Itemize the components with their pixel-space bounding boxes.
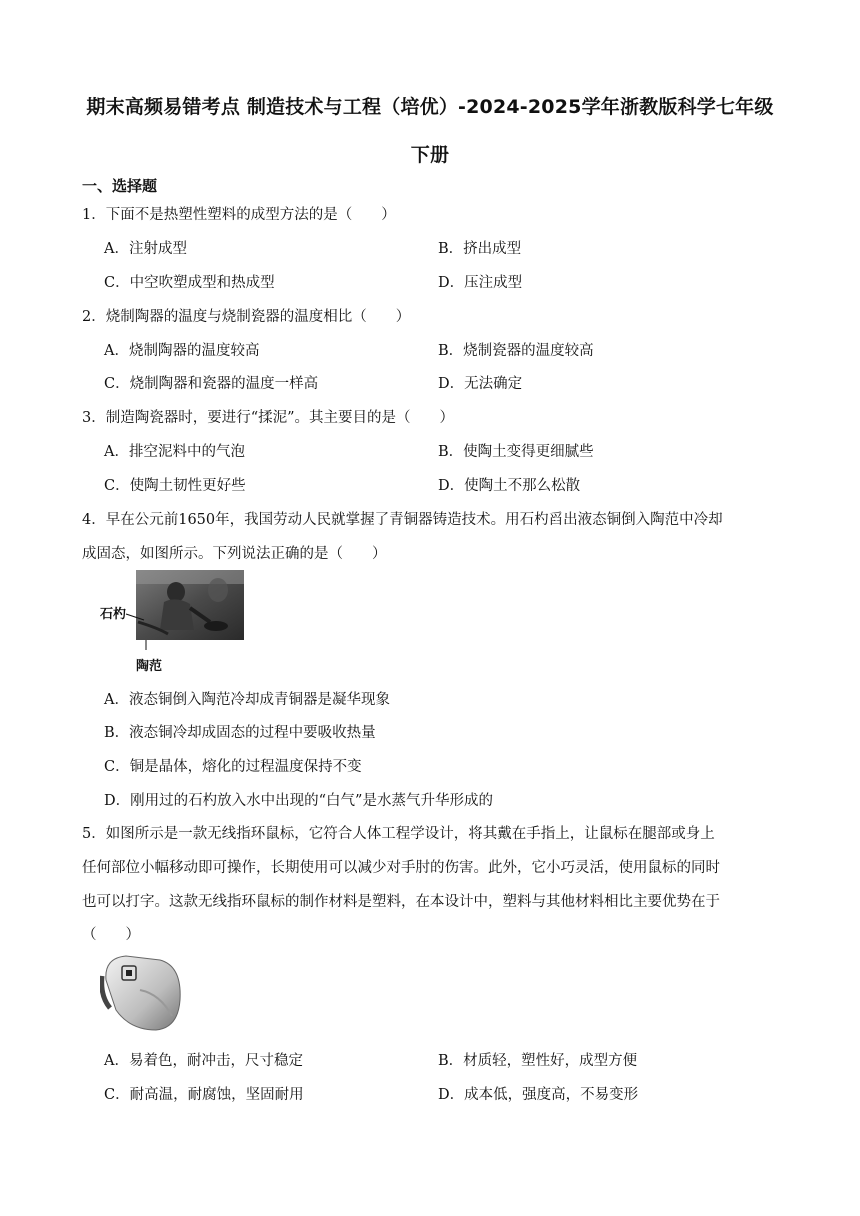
option-c: C．铜是晶体，熔化的过程温度保持不变 [104,759,362,775]
option-a: A．注射成型 [104,241,187,257]
option-c: C．耐高温，耐腐蚀，坚固耐用 [104,1087,304,1103]
option-b: B．液态铜冷却成固态的过程中要吸收热量 [104,725,376,741]
option-b: B．使陶土变得更细腻些 [438,444,594,460]
section-heading: 一、选择题 [82,177,158,195]
option-c: C．中空吹塑成型和热成型 [104,275,275,291]
option-a: A．液态铜倒入陶范冷却成青铜器是凝华现象 [104,692,390,708]
option-d: D．无法确定 [438,376,523,392]
option-b: B．挤出成型 [438,241,522,257]
question-stem: 2．烧制陶器的温度与烧制瓷器的温度相比（ ） [82,309,411,325]
bronze-casting-photo [98,570,248,675]
option-b: B．烧制瓷器的温度较高 [438,343,594,359]
option-c: C．使陶土韧性更好些 [104,478,246,494]
question-stem-line-2: 成固态，如图所示。下列说法正确的是（ ） [82,546,387,562]
option-d: D．压注成型 [438,275,523,291]
title-line-2: 下册 [410,144,450,166]
question-stem: 3．制造陶瓷器时，要进行“揉泥”。其主要目的是（ ） [82,410,455,426]
question-stem-line-4: （ ） [82,927,140,943]
question-stem-line-3: 也可以打字。这款无线指环鼠标的制作材料是塑料，在本设计中，塑料与其他材料相比主要优势在于 [82,894,720,910]
ring-mouse-figure [100,950,186,1034]
question-stem-line-1: 4．早在公元前1650年，我国劳动人民就掌握了青铜器铸造技术。用石杓舀出液态铜倒入陶范中冷却 [82,512,723,528]
figure-label-mold: 陶范 [136,659,163,674]
option-a: A．烧制陶器的温度较高 [104,343,260,359]
option-a: A．易着色，耐冲击，尺寸稳定 [104,1053,303,1069]
option-c: C．烧制陶器和瓷器的温度一样高 [104,376,319,392]
option-d: D．使陶土不那么松散 [438,478,581,494]
figure-label-ladle: 石杓 [100,607,127,622]
option-d: D．成本低，强度高，不易变形 [438,1087,639,1103]
question-stem: 1．下面不是热塑性塑料的成型方法的是（ ） [82,207,396,223]
bronze-casting-figure [98,570,248,675]
ring-mouse-image [100,950,186,1034]
option-a: A．排空泥料中的气泡 [104,444,245,460]
option-d: D．刚用过的石杓放入水中出现的“白气”是水蒸气升华形成的 [104,793,493,809]
option-b: B．材质轻，塑性好，成型方便 [438,1053,638,1069]
question-stem-line-1: 5．如图所示是一款无线指环鼠标，它符合人体工程学设计，将其戴在手指上，让鼠标在腿部或身上 [82,826,715,842]
question-stem-line-2: 任何部位小幅移动即可操作，长期使用可以减少对手肘的伤害。此外，它小巧灵活，使用鼠标的同时 [82,860,720,876]
title-line-1: 期末高频易错考点 制造技术与工程（培优）-2024-2025学年浙教版科学七年级 [86,96,774,118]
